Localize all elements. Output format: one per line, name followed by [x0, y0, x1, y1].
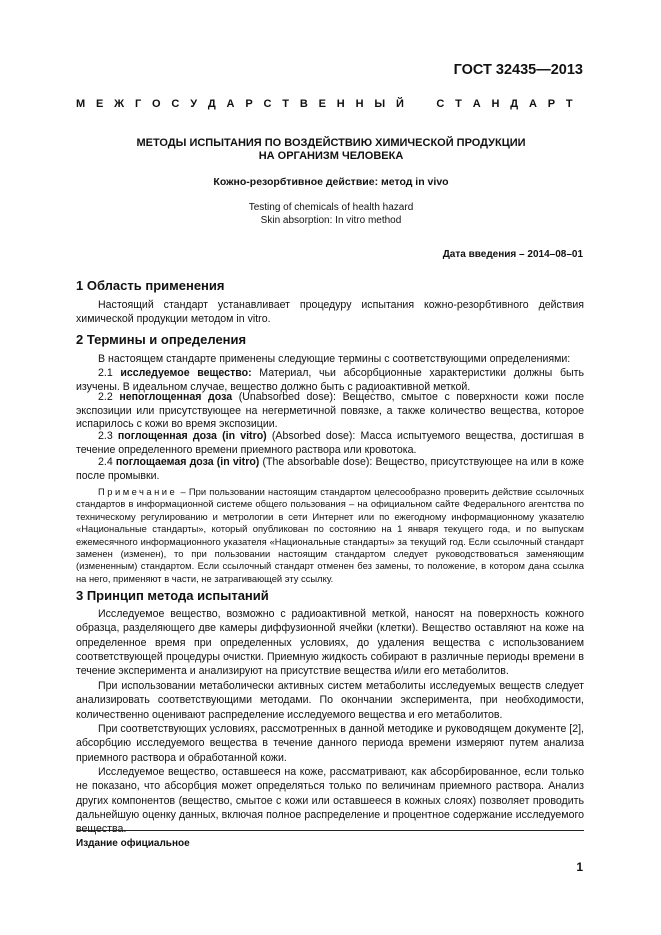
english-title-line-2: Skin absorption: In vitro method	[260, 215, 402, 226]
term-number: 2.4	[98, 456, 113, 468]
banner-letter: Т	[455, 98, 462, 110]
banner-letter: Г	[134, 98, 142, 110]
page-number: 1	[576, 860, 583, 874]
banner-letter: О	[152, 98, 161, 110]
banner-letter: А	[226, 98, 235, 110]
section-3-paragraph-3: При соответствующих условиях, рассмотренных в данной методике и руководящем документе [2], абсорбцию исследуемого вещества в течение данного периода времени измеряют путем анализа приемного раствора и обработанной кожи.	[76, 723, 584, 764]
reference-note	[76, 486, 584, 585]
term-number: 2.3	[98, 430, 113, 442]
banner-letter: Й	[395, 98, 404, 110]
term-number: 2.2	[98, 391, 113, 403]
english-title	[76, 201, 586, 227]
banner-letter: Т	[565, 98, 573, 110]
note-label: Примечание	[98, 486, 178, 497]
banner-letter: Н	[491, 98, 500, 110]
term-name: поглощаемая доза (in vitro)	[115, 456, 260, 468]
banner-letter: Ж	[114, 98, 125, 110]
section-3-paragraph-2: При использовании метаболически активных систем метаболиты исследуемых веществ следует анализировать соответствующими методами. По окончании эксперимента, при необходимости, количественно оценивают распределение исследуемого вещества и его метаболитов.	[76, 680, 584, 721]
official-edition-label: Издание официальное	[76, 838, 190, 849]
banner-letter: С	[263, 98, 272, 110]
term-2-3	[76, 430, 584, 457]
banner-letter: Д	[207, 98, 216, 110]
term-name: поглощенная доза (in vitro)	[117, 430, 267, 442]
document-subtitle: Кожно-резорбтивное действие: метод in vivo	[213, 176, 449, 188]
section-2-heading: 2 Термины и определения	[76, 332, 247, 347]
standard-number: ГОСТ 32435—2013	[453, 62, 583, 78]
banner-letter: У	[190, 98, 198, 110]
footer-divider	[76, 830, 584, 831]
banner-letter: Е	[318, 98, 326, 110]
banner-letter: А	[472, 98, 481, 110]
note-text: – При пользовании настоящим стандартом целесообразно проверить действие ссылочных стандартов в информационной системе общего пользования – на официальном сайте Федерального агентства по техническому регулированию и метрологии в сети Интернет или по ежегодному информационному указателю «Национальные стандарты», который опубликован по состоянию на 1 января текущего года, и по выпускам ежемесячного информационного указателя «Национальные стандарты» за текущий год. Если ссылочный стандарт заменен (изменен), то при пользовании настоящим стандартом следует руководствоваться заменяющим (измененным) стандартом. Если ссылочный стандарт отменен без замены, то положение, в котором дана ссылка на него, применяют в части, не затрагивающей эту ссылку.	[76, 486, 584, 584]
banner-letter: Т	[282, 98, 290, 110]
banner-letter: М	[76, 98, 86, 110]
section-3-paragraph-1: Исследуемое вещество, возможно с радиоактивной меткой, наносят на поверхность кожного образца, разделяющего две камеры диффузионной ячейки (клетки). Вещество оставляют на коже на определенное время при определенных условиях, до удаления вещества с использованием соответствующей процедуры очистки. Приемную жидкость собирают в различные периоды времени в течение эксперимента и анализируют на присутствие вещества и/или его метаболитов.	[76, 608, 584, 678]
term-2-4	[76, 456, 584, 483]
banner-letter: Ы	[374, 98, 386, 110]
title-line-1: МЕТОДЫ ИСПЫТАНИЯ ПО ВОЗДЕЙСТВИЮ ХИМИЧЕСКОЙ ПРОДУКЦИИ	[136, 137, 526, 149]
section-3-heading: 3 Принцип метода испытаний	[76, 588, 269, 603]
term-2-2	[76, 391, 584, 432]
term-definition: Материал, чьи абсорбционные характеристики должны быть изучены. В идеальном случае, вещество должно быть с радиоактивной меткой.	[76, 367, 584, 393]
section-1-text: Настоящий стандарт устанавливает процедуру испытания кожно-резорбтивного действия химической продукции методом in vitro.	[76, 299, 584, 325]
term-name: исследуемое вещество:	[120, 367, 252, 379]
banner-letter: Д	[510, 98, 519, 110]
term-definition: (Unabsorbed dose): Вещество, смытое с поверхности кожи после экспозиции или присутствующее на негерметичной повязке, а также количество вещества, которое испарилось с кожи во время экспозиции.	[76, 391, 584, 431]
banner-letter: В	[299, 98, 308, 110]
section-2-intro: В настоящем стандарте применены следующие термины с соответствующими определениями:	[98, 353, 571, 365]
banner-letter: Н	[355, 98, 364, 110]
banner-letter: Е	[96, 98, 104, 110]
banner-letter: Р	[547, 98, 556, 110]
term-number: 2.1	[98, 367, 113, 379]
section-3-paragraph-4: Исследуемое вещество, оставшееся на коже, рассматривают, как абсорбированное, если только не показано, что абсорбция может определяться только по величинам приемного раствора. Анализ других компонентов (вещество, смытое с кожи или оставшееся в кожных слоях) позволяет проводить дальнейшую оценку данных, включая полное распределение и процентное содержание исследуемого вещества.	[76, 766, 584, 836]
banner-letter: С	[436, 98, 445, 110]
document-title	[76, 137, 586, 163]
term-definition: (The absorbable dose): Вещество, присутствующее на или в коже после промывки.	[76, 456, 584, 482]
introduction-date: Дата введения – 2014–08–01	[442, 249, 583, 260]
banner-letter: А	[528, 98, 537, 110]
term-name: непоглощенная доза	[119, 391, 233, 403]
banner-letter: Н	[336, 98, 345, 110]
banner-letter: Р	[245, 98, 253, 110]
banner-letter: С	[171, 98, 180, 110]
interstate-standard-banner	[76, 98, 573, 110]
title-line-2: НА ОРГАНИЗМ ЧЕЛОВЕКА	[258, 150, 404, 162]
english-title-line-1: Testing of chemicals of health hazard	[248, 202, 414, 213]
section-1-heading: 1 Область применения	[76, 278, 225, 293]
term-definition: (Absorbed dose): Масса испытуемого вещества, достигшая в течение определенного времени приемного раствора или кровотока.	[76, 430, 584, 456]
